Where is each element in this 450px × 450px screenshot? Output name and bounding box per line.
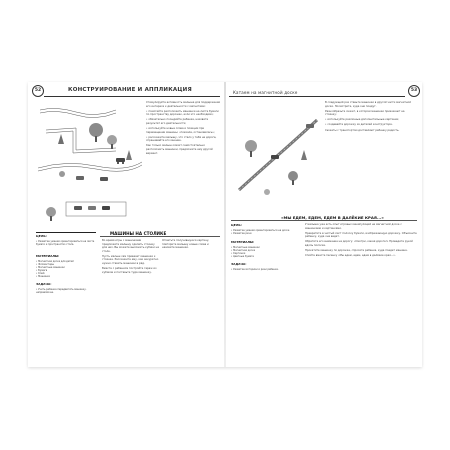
road-drawing	[231, 100, 323, 208]
list-item: • Магнитная доска для детей	[36, 260, 74, 263]
paragraph: • обязательно поощряйте ребенка, назовите результат его деятельности;	[146, 118, 209, 125]
task-text: • Развитие моторики и речи ребенка.	[231, 268, 279, 271]
paragraph: Сюжеты с транспортом доставляют ребенку радость.	[325, 128, 400, 132]
list-item: • Магнитные машинки	[231, 246, 260, 249]
goal-list	[231, 229, 299, 235]
right-page	[227, 82, 422, 367]
paragraph: • используйте различные дополнительные картинки;	[325, 118, 400, 122]
right-page-number: 53	[408, 85, 420, 97]
list-item: • Магнитные машинки	[36, 266, 65, 270]
paragraph: Отметьте получившуюся картину, повторите малышу новые слова и назовите машинки.	[162, 239, 210, 250]
materials-list	[36, 260, 98, 279]
paragraph: • создавайте дорожку из деталей конструктора.	[325, 123, 393, 127]
book-gutter	[224, 82, 226, 367]
list-item: • Цветные бумага	[231, 255, 254, 259]
left-running-head: КОНСТРУИРОВАНИЕ И АППЛИКАЦИЯ	[68, 87, 192, 93]
section-heading: «МЫ ЕДЕМ, ЕДЕМ, ЕДЕМ В ДАЛЁКИЕ КРАЯ...»	[281, 215, 384, 220]
section-heading: МАШИНЫ НА СТОЛИКЕ	[110, 231, 167, 236]
goal-title: ЦЕЛЬ:	[231, 223, 242, 227]
task-text-block	[231, 268, 299, 271]
list-item: • Магнитная доска	[231, 249, 256, 253]
list-item: • Фломастеры	[36, 263, 55, 267]
roads-illustration	[36, 100, 144, 185]
goal-text-block	[36, 240, 98, 246]
paragraph: Как только малыш освоит самостоятельно расположить машинки, предложите ему другой вариант.	[146, 144, 213, 155]
book-spread	[28, 82, 422, 367]
left-top-text	[146, 101, 220, 201]
right-body	[305, 223, 417, 361]
right-header-rule	[229, 96, 405, 97]
materials-title: МАТЕРИАЛЫ:	[36, 254, 60, 258]
paragraph: • помогайте расположить машинки на листе бумаги по пространству дорожек, если это необходимо;	[146, 109, 219, 117]
paragraph: У малыша уже есть опыт игровых манипуляций на магнитной доске с машинками и картинками.	[305, 223, 402, 230]
heading-underline	[100, 236, 220, 237]
left-body-col1	[102, 239, 159, 359]
goal-text: • Развитие умения ориентироваться на листе бумаги и пространство стола.	[36, 240, 95, 247]
list-item: • Картинки	[231, 252, 246, 256]
paragraph: • расскажите малышу, что стало у тебя на дороге, спрашивайте его мнение.	[146, 135, 217, 143]
paragraph: Прокатите машинку по дорожке, спросите ребенка, куда поедет машина.	[305, 249, 408, 253]
list-item: • Развитие умения ориентироваться на доске	[231, 229, 290, 232]
paragraph: Пусть малыш сам привезет машинки к стоянке. Расскажите ему, как аккуратно нужно ставить машинки в ряд.	[102, 254, 159, 266]
right-running-head: Катаем на магнитной доске	[233, 90, 298, 95]
materials-title: МАТЕРИАЛЫ:	[231, 240, 255, 244]
paragraph: Стимулируйте активность малыша для поддержания его интереса к деятельности с магнитами:	[146, 101, 220, 108]
left-page-number: 52	[32, 85, 44, 97]
paragraph: Вместе с ребенком постройте гараж из кубиков и поставьте туда машинку.	[102, 267, 157, 274]
left-page	[28, 82, 223, 367]
list-item: • Бумага	[36, 269, 48, 273]
paragraph: В следующий раз ставьте машинки в другой части магнитной доски. Посмотрите, куда они поедут.	[325, 101, 411, 108]
cars-drawing	[36, 192, 144, 228]
task-title: ЗАДАЧА:	[36, 282, 52, 286]
left-body-col2	[162, 239, 220, 359]
task-text-block	[36, 288, 98, 294]
right-top-text	[325, 101, 417, 211]
road-illustration	[231, 100, 323, 208]
list-item: • Развитие речи	[231, 232, 252, 236]
heading-underline	[231, 220, 417, 221]
roads-drawing	[36, 100, 144, 185]
paragraph: Разнообразьте сюжет, в котором машинки приезжают на стоянку:	[325, 109, 405, 117]
paragraph: Обратите его внимание на дорогу: «Смотри, какая дорога!» Проведите рукой вдоль полоски.	[305, 240, 413, 247]
paragraph: Спойте вместе песенку «Мы едем, едем, едем в далёкие края...».	[305, 254, 396, 258]
materials-list	[231, 246, 299, 258]
sidebar-divider	[36, 232, 96, 233]
task-title: ЗАДАЧА:	[231, 262, 247, 266]
cars-illustration	[36, 192, 144, 228]
left-header-rule	[44, 96, 220, 97]
paragraph: • используйте новые слова и позиции при перемещении машины: «поехала, остановилась»;	[146, 127, 215, 134]
goal-title: ЦЕЛЬ:	[36, 234, 47, 238]
task-text: • Учить ребенка передвигать машинку, направляя ее.	[36, 288, 87, 295]
list-item: • Машинки	[36, 275, 50, 279]
paragraph: Во время игры с машинками предложите малышу сделать стоянку для них. Вы можете выложить кубики на столе.	[102, 239, 159, 253]
list-item: • Клей	[36, 272, 45, 276]
paragraph: Превратите в чистый лист полоску бумаги, изображающую дорожку. Объясните ребенку, куда она ведет.	[305, 231, 417, 239]
